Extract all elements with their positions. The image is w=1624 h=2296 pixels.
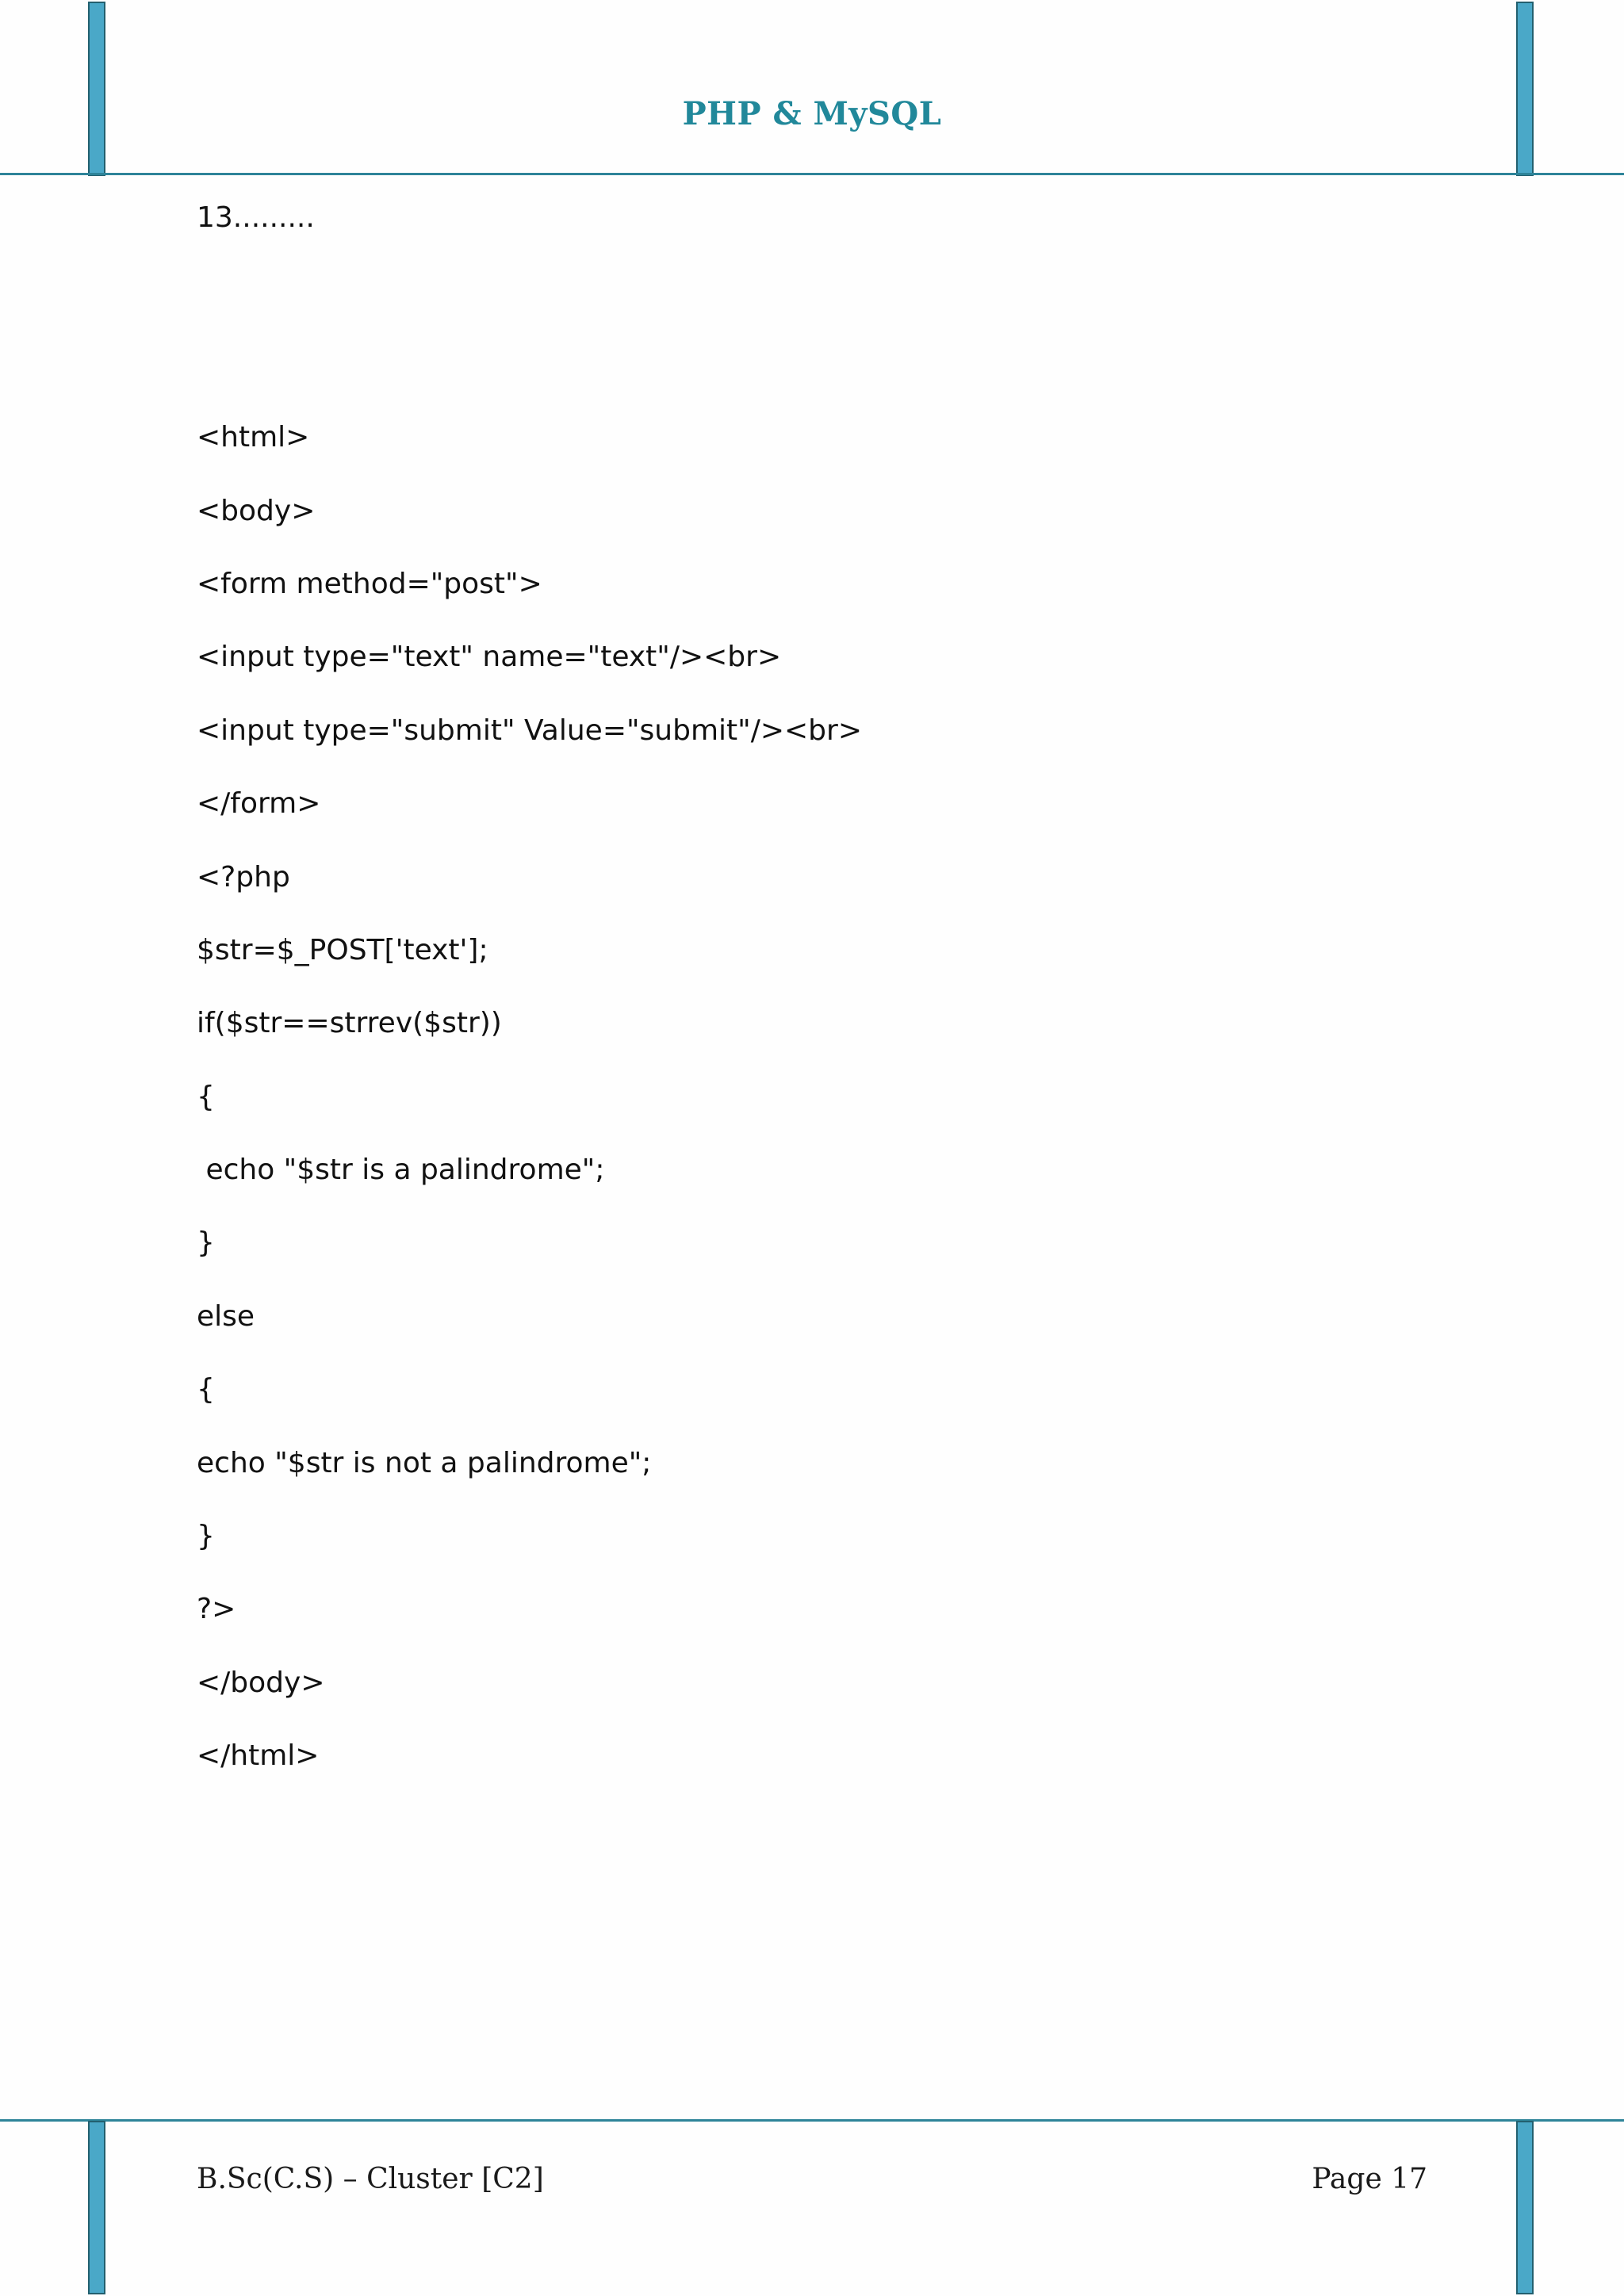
footer-left-bar [88, 2121, 105, 2294]
code-line: else [197, 1299, 255, 1333]
code-line: $str=$_POST['text']; [197, 933, 488, 966]
code-line: </body> [197, 1666, 325, 1699]
footer-course-label: B.Sc(C.S) – Cluster [C2] [197, 2163, 544, 2195]
code-line: ?> [197, 1593, 236, 1626]
code-line: } [197, 1520, 215, 1553]
code-line: <body> [197, 494, 316, 527]
code-line: </html> [197, 1739, 320, 1773]
page-content [197, 194, 1465, 1806]
page-header-title: PHP & MySQL [682, 95, 942, 132]
footer-rule [0, 2119, 1624, 2122]
code-line: if($str==strrev($str)) [197, 1007, 502, 1040]
code-line: <?php [197, 860, 290, 894]
spacer [197, 341, 1465, 414]
code-line: } [197, 1226, 215, 1260]
spacer [197, 267, 1465, 340]
code-line: <input type="submit" Value="submit"/><br> [197, 714, 862, 747]
code-line: { [197, 1080, 215, 1113]
header-right-bar [1516, 2, 1534, 176]
code-line: <input type="text" name="text"/><br> [197, 641, 782, 674]
code-line: echo "$str is not a palindrome"; [197, 1446, 652, 1479]
code-line: <html> [197, 421, 310, 454]
code-line: </form> [197, 787, 321, 821]
page-number: Page 17 [1312, 2163, 1427, 2195]
code-line: echo "$str is a palindrome"; [197, 1154, 605, 1187]
header-rule [0, 173, 1624, 175]
code-line: { [197, 1373, 215, 1406]
footer-right-bar [1516, 2121, 1534, 2294]
code-line: <form method="post"> [197, 567, 542, 600]
header-left-bar [88, 2, 105, 176]
section-number: 13......... [197, 201, 315, 234]
